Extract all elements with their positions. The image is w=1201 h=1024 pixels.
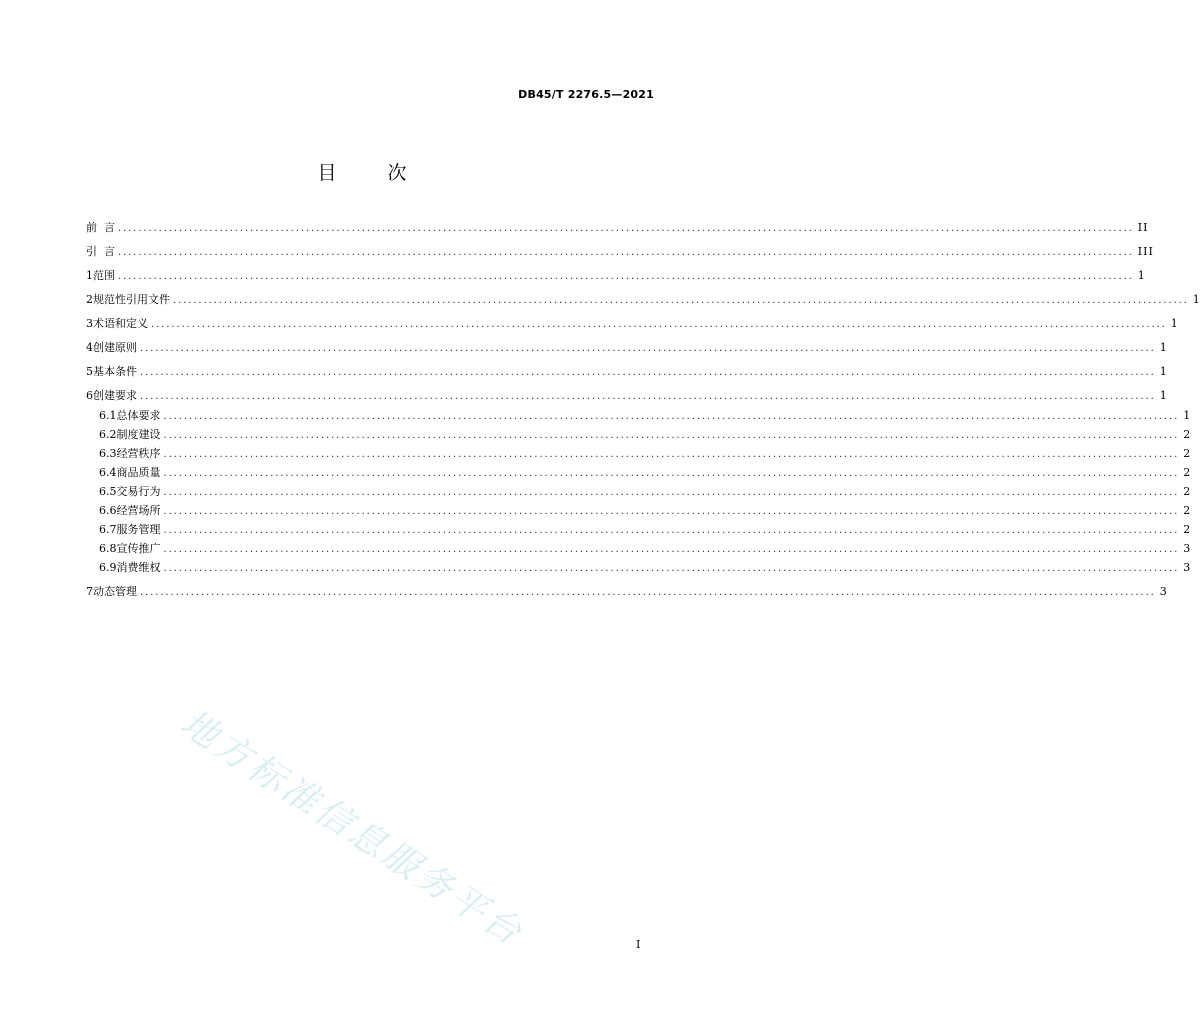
- toc-entry[interactable]: [99, 558, 1192, 578]
- toc-entry-number: 6.4: [99, 466, 117, 479]
- toc-entry-label: 经营场所: [116, 504, 161, 517]
- toc-entry-page: II: [1137, 221, 1149, 234]
- toc-dot-leader: ........................................................................................................................................................................................................: [140, 367, 1156, 378]
- document-code: DB45/T 2276.5—2021: [518, 88, 654, 101]
- toc-entry-page: 1: [1170, 317, 1179, 330]
- toc-entry-number: 6.1: [99, 409, 117, 422]
- toc-entry-label: 引 言: [86, 245, 115, 258]
- toc-entry-label: 制度建设: [116, 428, 161, 441]
- toc-entry-number: 4: [86, 341, 93, 354]
- toc-dot-leader: ........................................................................................................................................................................................................: [163, 487, 1180, 498]
- toc-dot-leader: ........................................................................................................................................................................................................: [140, 587, 1156, 598]
- toc-entry-number: 6.2: [99, 428, 117, 441]
- toc-entry-label: 基本条件: [93, 365, 137, 378]
- toc-entry-number: 6.3: [99, 447, 117, 460]
- toc-dot-leader: ........................................................................................................................................................................................................: [163, 411, 1180, 422]
- toc-entry-label: 范围: [93, 269, 115, 282]
- toc-dot-leader: ........................................................................................................................................................................................................: [140, 343, 1156, 354]
- toc-dot-leader: ........................................................................................................................................................................................................: [163, 544, 1180, 555]
- toc-entry-label: 动态管理: [93, 585, 137, 598]
- toc-entry-page: 3: [1183, 542, 1192, 555]
- toc-entry-number: 6.8: [99, 542, 117, 555]
- toc-dot-leader: ........................................................................................................................................................................................................: [140, 391, 1156, 402]
- toc-entry[interactable]: [99, 463, 1192, 483]
- toc-dot-leader: ........................................................................................................................................................................................................: [151, 319, 1167, 330]
- toc-entry[interactable]: [86, 290, 1201, 310]
- toc-entry-label: 创建原则: [93, 341, 137, 354]
- toc-entry-label: 交易行为: [116, 485, 161, 498]
- watermark: 地方标准信息服务平台: [173, 702, 532, 956]
- toc-dot-leader: ........................................................................................................................................................................................................: [163, 468, 1180, 479]
- toc-entry-page: 1: [1159, 341, 1168, 354]
- toc-entry[interactable]: [86, 218, 1149, 238]
- toc-entry-label: 术语和定义: [93, 317, 148, 330]
- toc-entry[interactable]: [86, 338, 1168, 358]
- toc-entry-page: 2: [1183, 466, 1192, 479]
- toc-entry-label: 创建要求: [93, 389, 137, 402]
- toc-entry-page: 1: [1192, 293, 1201, 306]
- toc-entry-label: 总体要求: [116, 409, 161, 422]
- toc-entry-page: 2: [1183, 504, 1192, 517]
- toc-entry-number: 6.9: [99, 561, 117, 574]
- toc-entry-number: 1: [86, 269, 93, 282]
- toc-entry-number: 7: [86, 585, 93, 598]
- toc-entry[interactable]: [99, 406, 1192, 426]
- toc-dot-leader: ........................................................................................................................................................................................................: [163, 506, 1180, 517]
- toc-entry[interactable]: [99, 425, 1192, 445]
- toc-dot-leader: ........................................................................................................................................................................................................: [163, 449, 1180, 460]
- toc-entry[interactable]: [99, 482, 1192, 502]
- toc-entry[interactable]: [86, 386, 1168, 406]
- toc-entry-label: 商品质量: [116, 466, 161, 479]
- toc-entry-page: 1: [1159, 389, 1168, 402]
- toc-entry-number: 6.5: [99, 485, 117, 498]
- toc-entry-label: 宣传推广: [116, 542, 161, 555]
- toc-entry-label: 消费维权: [116, 561, 161, 574]
- toc-entry-label: 服务管理: [116, 523, 161, 536]
- toc-entry[interactable]: [99, 444, 1192, 464]
- toc-dot-leader: ........................................................................................................................................................................................................: [163, 563, 1180, 574]
- toc-entry[interactable]: [86, 362, 1168, 382]
- toc-entry[interactable]: [86, 266, 1146, 286]
- toc-entry-number: 3: [86, 317, 93, 330]
- toc-entry-page: 3: [1159, 585, 1168, 598]
- toc-entry-number: 5: [86, 365, 93, 378]
- toc-entry[interactable]: [99, 501, 1192, 521]
- toc-entry-label: 前 言: [86, 221, 115, 234]
- toc-entry-page: 2: [1183, 485, 1192, 498]
- toc-dot-leader: ........................................................................................................................................................................................................: [118, 223, 1134, 234]
- toc-entry[interactable]: [86, 314, 1179, 334]
- toc-entry-page: 2: [1183, 447, 1192, 460]
- toc-dot-leader: ........................................................................................................................................................................................................: [118, 271, 1134, 282]
- toc-entry-label: 规范性引用文件: [93, 293, 170, 306]
- toc-entry-number: 6: [86, 389, 93, 402]
- toc-dot-leader: ........................................................................................................................................................................................................: [163, 430, 1180, 441]
- toc-entry-page: 2: [1183, 428, 1192, 441]
- toc-entry[interactable]: [99, 520, 1192, 540]
- toc-entry-label: 经营秩序: [116, 447, 161, 460]
- toc-entry-number: 6.6: [99, 504, 117, 517]
- toc-dot-leader: ........................................................................................................................................................................................................: [173, 295, 1189, 306]
- toc-entry-page: III: [1137, 245, 1154, 258]
- page-number: I: [636, 938, 641, 951]
- toc-dot-leader: ........................................................................................................................................................................................................: [163, 525, 1180, 536]
- toc-entry-number: 6.7: [99, 523, 117, 536]
- toc-entry[interactable]: [99, 539, 1192, 559]
- toc-entry-page: 1: [1159, 365, 1168, 378]
- toc-entry[interactable]: [86, 582, 1168, 602]
- toc-dot-leader: ........................................................................................................................................................................................................: [118, 247, 1134, 258]
- toc-entry-number: 2: [86, 293, 93, 306]
- toc-title: 目 次: [317, 162, 423, 184]
- toc-entry-page: 1: [1183, 409, 1192, 422]
- toc-entry[interactable]: [86, 242, 1154, 262]
- toc-entry-page: 3: [1183, 561, 1192, 574]
- toc-entry-page: 1: [1137, 269, 1146, 282]
- toc-entry-page: 2: [1183, 523, 1192, 536]
